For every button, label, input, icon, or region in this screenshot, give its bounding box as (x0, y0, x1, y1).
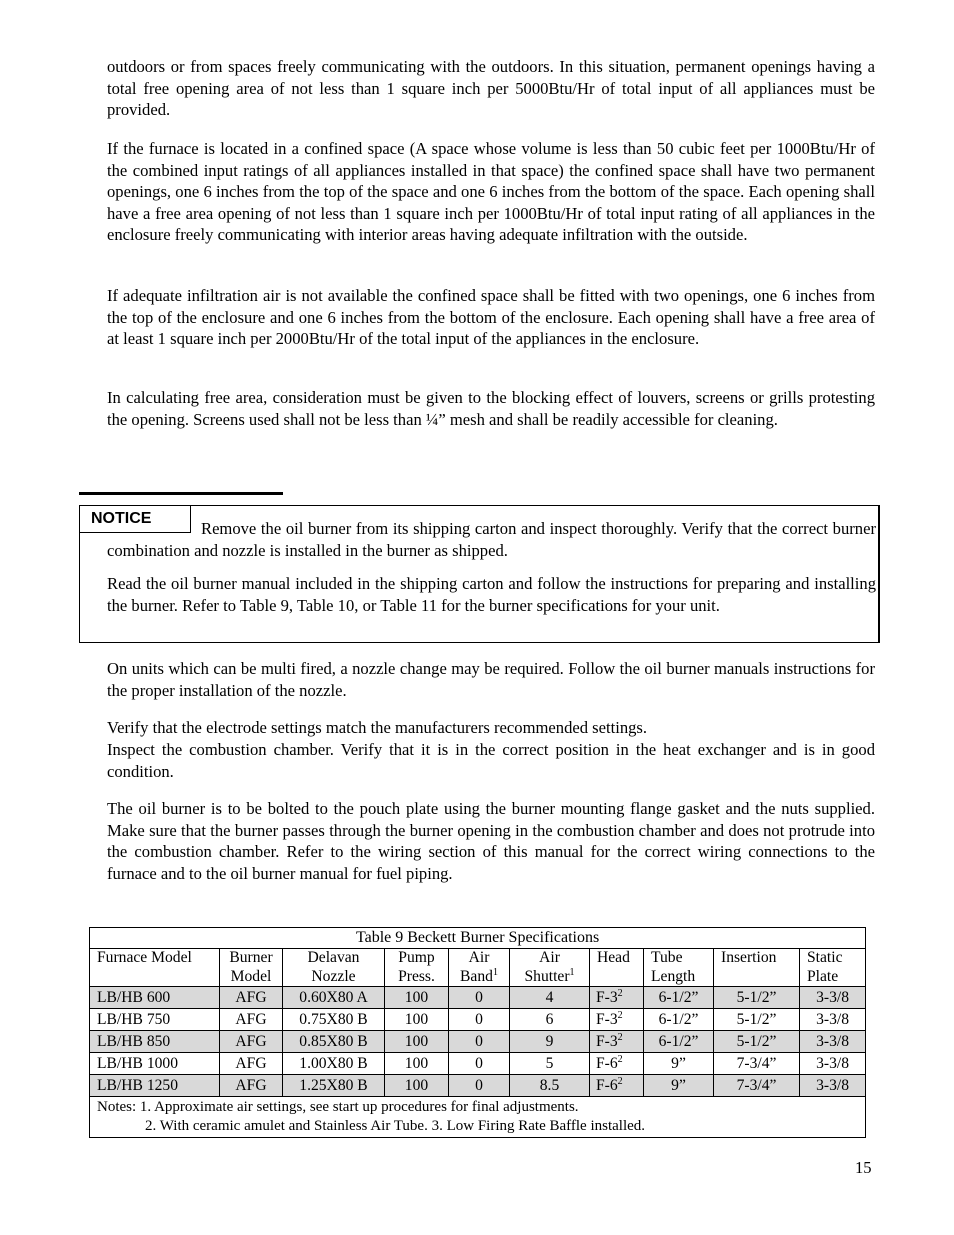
table-row (90, 1053, 866, 1075)
notice-label: NOTICE (80, 506, 191, 533)
cell-tube-length: 6-1/2” (644, 1031, 714, 1053)
paragraph-burner-mounting: The oil burner is to be bolted to the pouch plate using the burner mounting flange gasket and the nuts supplied. Make sure that the burner passes through the burner opening in the combustion chamber and does not protrude into the combustion chamber. Refer to the wiring section of this manual for the correct wiring connections to the furnace and to the oil burner manual for fuel piping. (107, 799, 875, 883)
cell-air-band: 0 (449, 1031, 510, 1053)
section-divider (79, 492, 283, 495)
cell-nozzle: 1.25X80 B (283, 1075, 385, 1097)
cell-air-shutter: 5 (510, 1053, 590, 1075)
cell-burner-model: AFG (220, 1075, 283, 1097)
cell-tube-length: 6-1/2” (644, 987, 714, 1009)
cell-insertion: 5-1/2” (714, 1031, 800, 1053)
table-note-1: Notes: 1. Approximate air settings, see start up procedures for final adjustments. (97, 1099, 579, 1115)
table-row (90, 1031, 866, 1053)
paragraph-outdoor-openings: outdoors or from spaces freely communicating with the outdoors. In this situation, permanent openings having a total free opening area of not less than 1 square inch per 5000Btu/Hr of total input of all appliances must be provided. (107, 57, 875, 120)
cell-air-shutter: 9 (510, 1031, 590, 1053)
header-static-plate: Static Plate (800, 949, 866, 987)
cell-nozzle: 1.00X80 B (283, 1053, 385, 1075)
paragraph-confined-space: If the furnace is located in a confined space (A space whose volume is less than 50 cubic feet per 1000Btu/Hr of the combined input ratings of all appliances installed in that space) the confined space shall have two permanent openings, one 6 inches from the top of the space and one 6 inches from the bottom of the space. Each opening shall have a free area opening of not less than 1 square inch per 1000Btu/Hr of total input rating of all appliances in the enclosure freely communicating with interior areas having adequate infiltration with the outside. (107, 139, 875, 245)
cell-static-plate: 3-3/8 (800, 1031, 866, 1053)
cell-insertion: 7-3/4” (714, 1075, 800, 1097)
cell-air-shutter: 6 (510, 1009, 590, 1031)
cell-head: $F-6^2$ (590, 1053, 644, 1075)
cell-furnace-model: LB/HB 750 (90, 1009, 220, 1031)
paragraph-nozzle-change: On units which can be multi fired, a nozzle change may be required. Follow the oil burner manuals instructions for the proper installation of the nozzle. (107, 659, 875, 700)
cell-pump-press: 100 (385, 1009, 449, 1031)
cell-furnace-model: LB/HB 1250 (90, 1075, 220, 1097)
cell-air-shutter: 8.5 (510, 1075, 590, 1097)
cell-tube-length: 6-1/2” (644, 1009, 714, 1031)
cell-furnace-model: LB/HB 600 (90, 987, 220, 1009)
cell-burner-model: AFG (220, 1053, 283, 1075)
header-burner-model: Burner Model (220, 949, 283, 987)
cell-tube-length: 9” (644, 1075, 714, 1097)
header-furnace-model: Furnace Model (90, 949, 220, 987)
table-notes (90, 1097, 866, 1138)
cell-nozzle: 0.85X80 B (283, 1031, 385, 1053)
paragraph-electrode-settings: Verify that the electrode settings match the manufacturers recommended settings. (107, 718, 648, 737)
cell-burner-model: AFG (220, 987, 283, 1009)
notice-text-manual: Read the oil burner manual included in the shipping carton and follow the instructions for preparing and installing the burner. Refer to Table 9, Table 10, or Table 11 for the burner specifications for your unit. (107, 574, 876, 615)
cell-furnace-model: LB/HB 1000 (90, 1053, 220, 1075)
header-tube-length: Tube Length (644, 949, 714, 987)
cell-tube-length: 9” (644, 1053, 714, 1075)
header-pump-press: Pump Press. (385, 949, 449, 987)
burner-spec-table (89, 927, 866, 1138)
cell-air-band: 0 (449, 1053, 510, 1075)
cell-air-band: 0 (449, 987, 510, 1009)
header-air-band: Air Band$^1$ (449, 949, 510, 987)
table-row (90, 987, 866, 1009)
cell-air-band: 0 (449, 1075, 510, 1097)
cell-air-band: 0 (449, 1009, 510, 1031)
notice-box (79, 505, 880, 643)
cell-pump-press: 100 (385, 1053, 449, 1075)
cell-static-plate: 3-3/8 (800, 987, 866, 1009)
cell-air-shutter: 4 (510, 987, 590, 1009)
table-note-2: 2. With ceramic amulet and Stainless Air Tube. 3. Low Firing Rate Baffle installed. (145, 1118, 646, 1134)
cell-insertion: 5-1/2” (714, 1009, 800, 1031)
cell-insertion: 7-3/4” (714, 1053, 800, 1075)
cell-static-plate: 3-3/8 (800, 1009, 866, 1031)
cell-static-plate: 3-3/8 (800, 1053, 866, 1075)
header-insertion: Insertion (714, 949, 800, 987)
paragraph-free-area: In calculating free area, consideration must be given to the blocking effect of louvers, screens or grills protesting the opening. Screens used shall not be less than ¼” mesh and shall be readily accessible for cleaning. (107, 388, 875, 429)
paragraph-combustion-chamber: Inspect the combustion chamber. Verify that it is in the correct position in the heat exchanger and is in good condition. (107, 740, 875, 781)
notice-text-inspect: Remove the oil burner from its shipping carton and inspect thoroughly. Verify that the correct burner combination and nozzle is installed in the burner as shipped. (107, 519, 876, 560)
cell-insertion: 5-1/2” (714, 987, 800, 1009)
cell-static-plate: 3-3/8 (800, 1075, 866, 1097)
header-delavan-nozzle: Delavan Nozzle (283, 949, 385, 987)
table-row (90, 1075, 866, 1097)
header-head: Head (590, 949, 644, 987)
header-air-shutter: Air Shutter$^1$ (510, 949, 590, 987)
table-caption: Table 9 Beckett Burner Specifications (90, 928, 866, 949)
table-header-row (90, 949, 866, 987)
cell-head: $F-3^2$ (590, 1031, 644, 1053)
cell-furnace-model: LB/HB 850 (90, 1031, 220, 1053)
page-number: 15 (855, 1158, 872, 1177)
cell-head: $F-3^2$ (590, 987, 644, 1009)
table-row (90, 1009, 866, 1031)
cell-nozzle: 0.60X80 A (283, 987, 385, 1009)
cell-head: $F-3^2$ (590, 1009, 644, 1031)
cell-pump-press: 100 (385, 1075, 449, 1097)
cell-nozzle: 0.75X80 B (283, 1009, 385, 1031)
cell-pump-press: 100 (385, 987, 449, 1009)
cell-head: $F-6^2$ (590, 1075, 644, 1097)
cell-burner-model: AFG (220, 1009, 283, 1031)
cell-burner-model: AFG (220, 1031, 283, 1053)
cell-pump-press: 100 (385, 1031, 449, 1053)
paragraph-infiltration: If adequate infiltration air is not available the confined space shall be fitted with two openings, one 6 inches from the top of the enclosure and one 6 inches from the bottom of the enclosure. Each opening shall have a free area of at least 1 square inch per 2000Btu/Hr of the total input of the appliances in the enclosure. (107, 286, 875, 349)
